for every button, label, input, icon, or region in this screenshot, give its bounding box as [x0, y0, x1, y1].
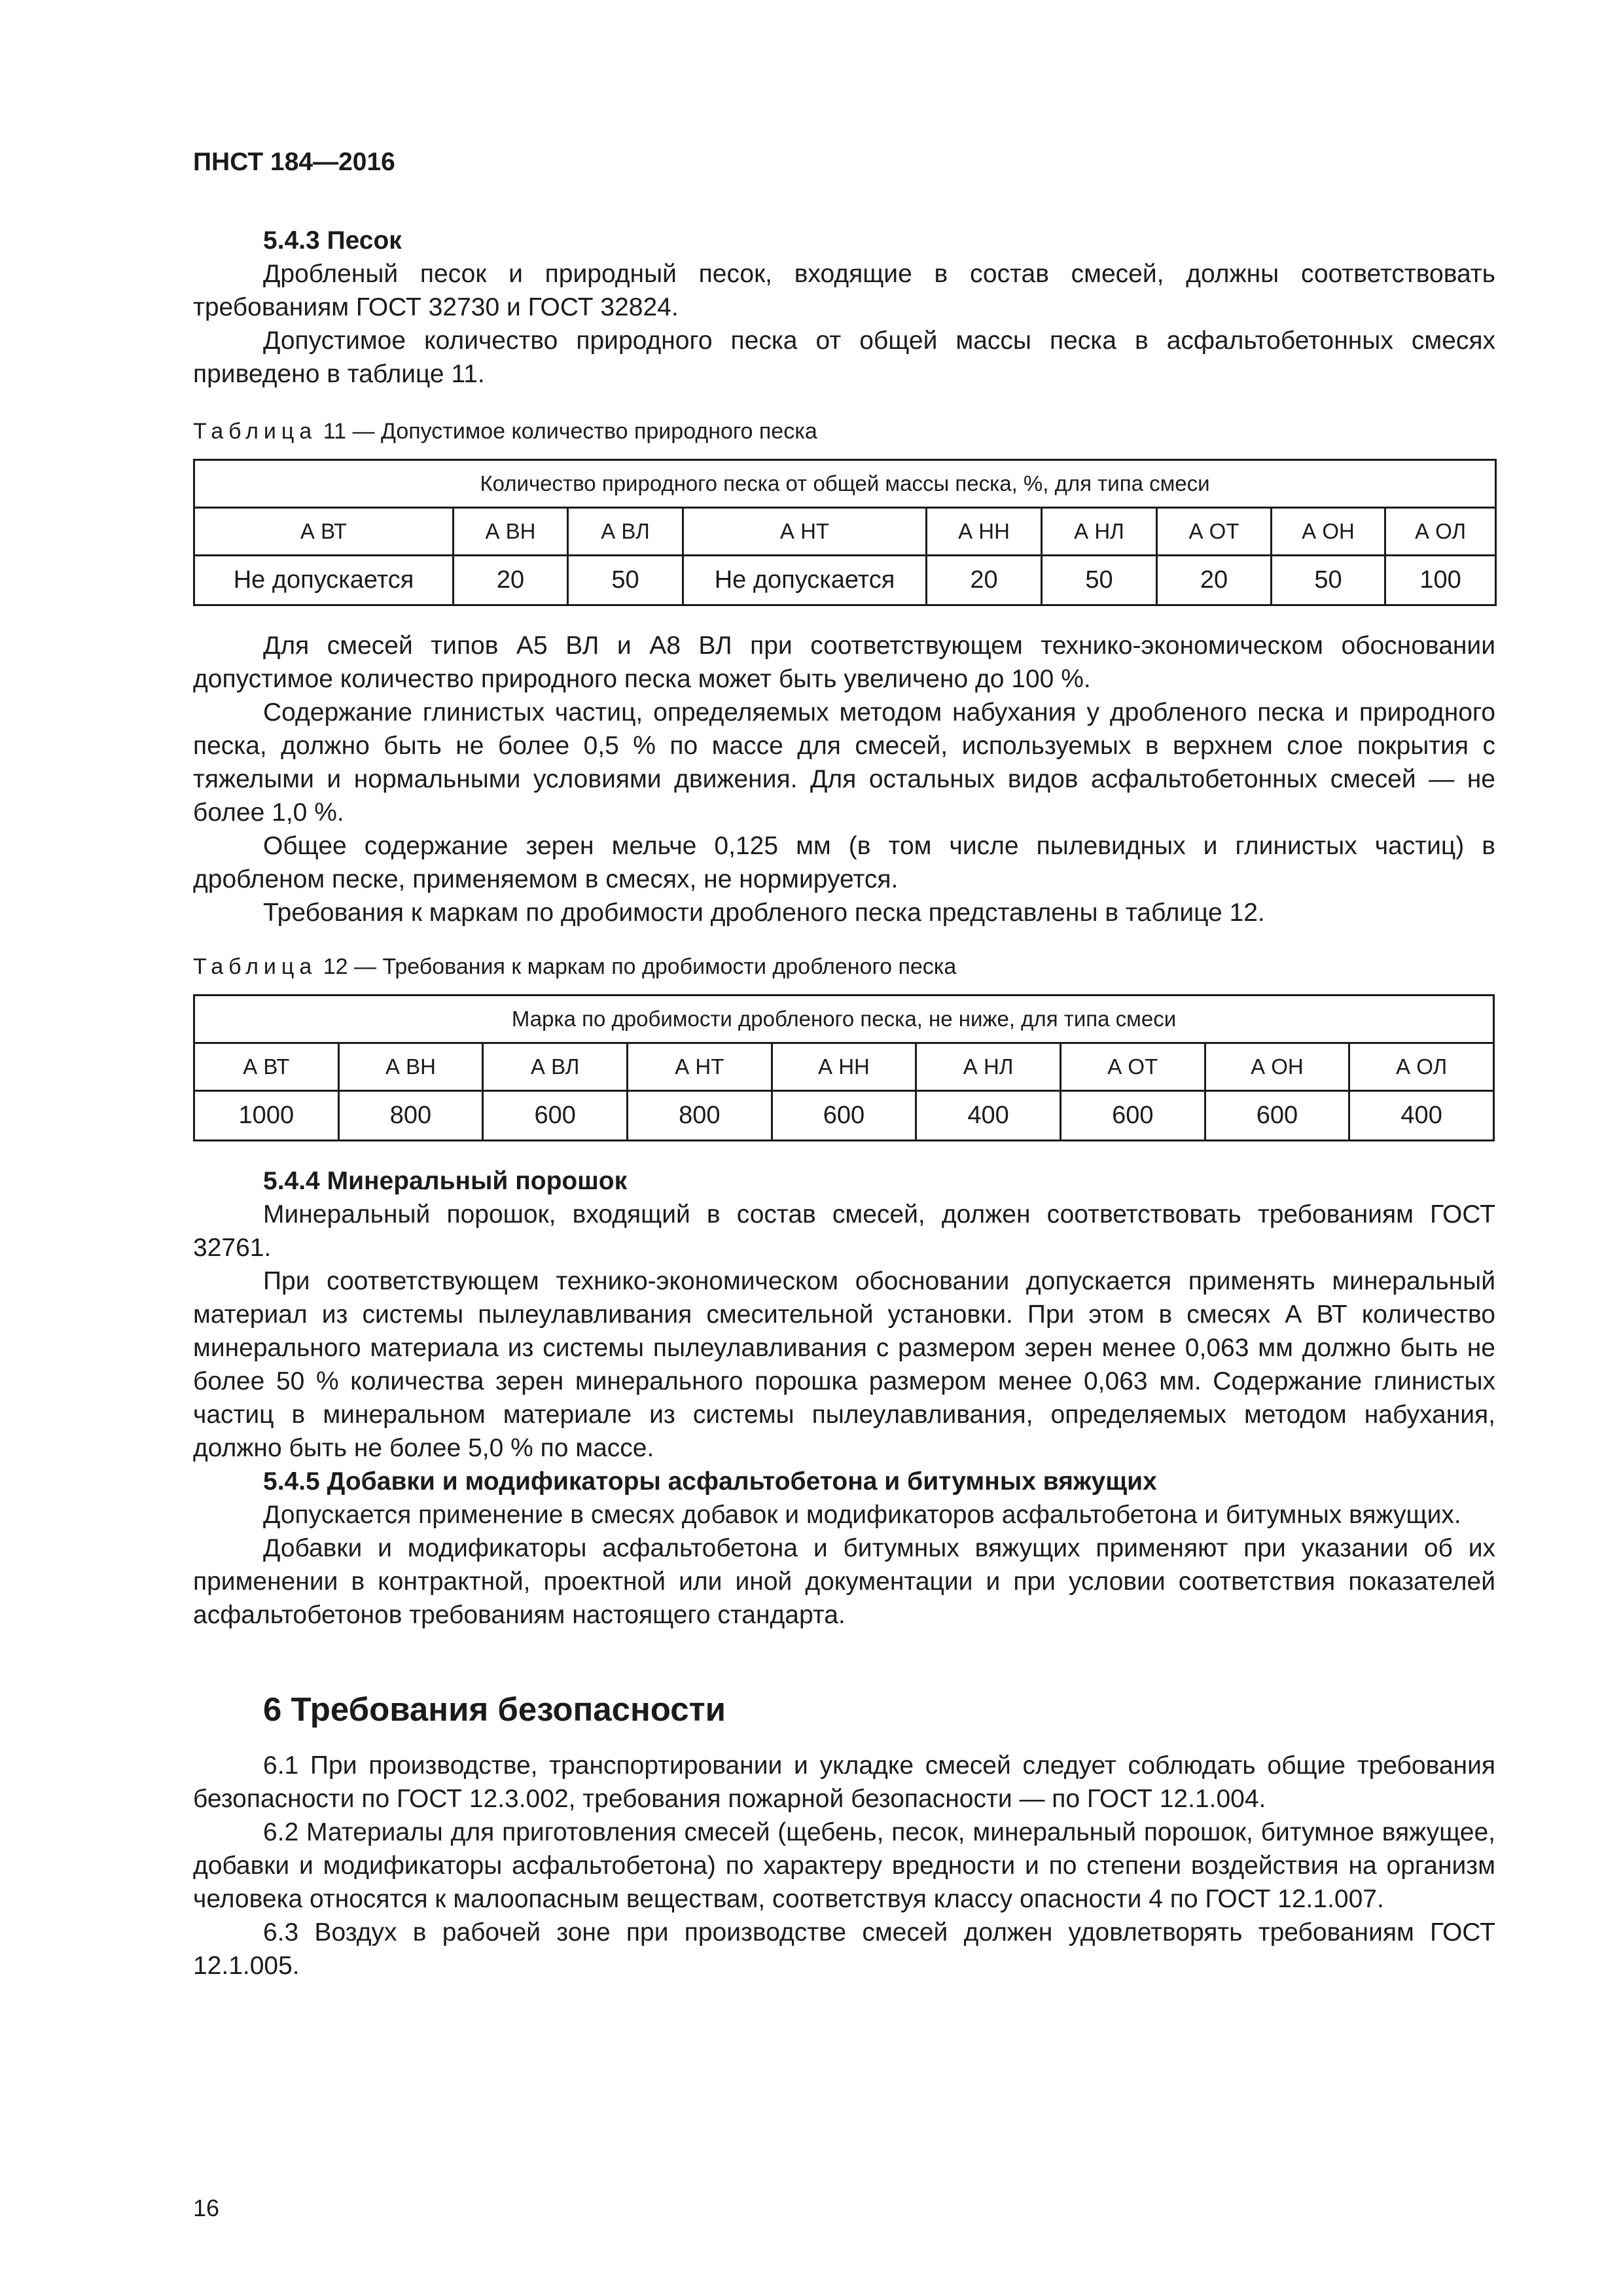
paragraph: Допустимое количество природного песка от общей массы песка в асфальтобетонных смесях приведено в таблице 11.: [193, 327, 1495, 388]
table-11-caption: [193, 419, 817, 444]
paragraph: Дробленый песок и природный песок, входящие в состав смесей, должны соответствовать требованиям ГОСТ 32730 и ГОСТ 32824.: [193, 260, 1495, 321]
section-title: 5.4.5 Добавки и модификаторы асфальтобетона и битумных вяжущих: [263, 1467, 1157, 1496]
section-title: 5.4.3 Песок: [263, 226, 402, 255]
paragraph: Требования к маркам по дробимости дробленого песка представлены в таблице 12.: [263, 899, 1265, 927]
page-number: 16: [193, 2195, 220, 2221]
caption-text: 11 — Допустимое количество природного песка: [317, 419, 817, 444]
value-cell: 600: [1205, 1091, 1349, 1141]
value-cell: 50: [1272, 556, 1385, 605]
value-cell: 400: [1349, 1091, 1494, 1141]
paragraph: Общее содержание зерен мельче 0,125 мм (в том числе пылевидных и глинистых частиц) в дробленом песке, применяемом в смесях, не нормируется.: [193, 832, 1495, 893]
paragraph: Добавки и модификаторы асфальтобетона и битумных вяжущих применяют при указании об их применении в контрактной, проектной или иной документации и при условии соответствия показателей асфальтобетонов требованиям настоящего стандарта.: [193, 1534, 1495, 1629]
paragraph: Содержание глинистых частиц, определяемых методом набухания у дробленого песка и природного песка, должно быть не более 0,5 % по массе для смесей, используемых в верхнем слое покрытия с тяжелыми и нормальными условиями движения. Для остальных видов асфальтобетонных смесей — не более 1,0 %.: [193, 698, 1495, 827]
type-cell: А НЛ: [916, 1043, 1061, 1091]
type-cell: А ВЛ: [568, 508, 683, 556]
type-cell: А ОЛ: [1385, 508, 1496, 556]
type-cell: А ВН: [338, 1043, 483, 1091]
type-cell: А НТ: [683, 508, 927, 556]
value-cell: 20: [927, 556, 1042, 605]
type-cell: А ВТ: [194, 508, 454, 556]
type-cell: А НЛ: [1042, 508, 1157, 556]
paragraph: Допускается применение в смесях добавок и модификаторов асфальтобетона и битумных вяжущих.: [263, 1501, 1461, 1529]
paragraph: 6.1 При производстве, транспортировании и укладке смесей следует соблюдать общие требования безопасности по ГОСТ 12.3.002, требования пожарной безопасности — по ГОСТ 12.1.004.: [193, 1751, 1495, 1813]
value-cell: 1000: [194, 1091, 339, 1141]
value-cell: Не допускается: [194, 556, 454, 605]
section-5-4-3: [193, 224, 1495, 391]
value-cell: 50: [568, 556, 683, 605]
document-header: ПНСТ 184—2016: [193, 148, 395, 176]
type-cell: А ОН: [1272, 508, 1385, 556]
value-cell: 20: [1157, 556, 1272, 605]
value-cell: 100: [1385, 556, 1496, 605]
value-cell: 800: [627, 1091, 772, 1141]
type-cell: А НТ: [627, 1043, 772, 1091]
table-12-caption: [193, 954, 956, 980]
value-cell: 600: [772, 1091, 916, 1141]
type-cell: А ВН: [454, 508, 568, 556]
type-cell: А ОН: [1205, 1043, 1349, 1091]
paragraph: При соответствующем технико-экономическом обосновании допускается применять минеральный материал из системы пылеулавливания смесительной установки. При этом в смесях А ВТ количество минерального материала из системы пылеулавливания с размером зерен менее 0,063 мм должно быть не более 50 % количества зерен минерального порошка размером менее 0,063 мм. Содержание глинистых частиц в минеральном материале из системы пылеулавливания, определяемых методом набухания, должно быть не более 5,0 % по массе.: [193, 1267, 1495, 1462]
table-12: [193, 994, 1495, 1141]
paragraph: Для смесей типов А5 ВЛ и А8 ВЛ при соответствующем технико-экономическом обосновании допустимое количество природного песка может быть увеличено до 100 %.: [193, 632, 1495, 693]
section-title: 5.4.4 Минеральный порошок: [263, 1167, 628, 1195]
type-cell: А ОТ: [1060, 1043, 1205, 1091]
paragraph: Минеральный порошок, входящий в состав смесей, должен соответствовать требованиям ГОСТ 32761.: [193, 1200, 1495, 1262]
paragraph: 6.2 Материалы для приготовления смесей (щебень, песок, минеральный порошок, битумное вяжущее, добавки и модификаторы асфальтобетона) по характеру вредности и по степени воздействия на организм человека относятся к малоопасным веществам, соответствуя классу опасности 4 по ГОСТ 12.1.007.: [193, 1818, 1495, 1913]
value-cell: 20: [454, 556, 568, 605]
value-cell: 400: [916, 1091, 1061, 1141]
caption-text: 12 — Требования к маркам по дробимости дробленого песка: [317, 954, 957, 979]
paragraph: 6.3 Воздух в рабочей зоне при производстве смесей должен удовлетворять требованиям ГОСТ 12.1.005.: [193, 1918, 1495, 1980]
sand-requirements-text: [193, 629, 1495, 929]
caption-word: Таблица: [193, 954, 317, 979]
value-cell: 600: [483, 1091, 628, 1141]
type-cell: А ОТ: [1157, 508, 1272, 556]
table-header: Марка по дробимости дробленого песка, не ниже, для типа смеси: [194, 996, 1494, 1043]
type-cell: А ВЛ: [483, 1043, 628, 1091]
value-cell: 800: [338, 1091, 483, 1141]
type-cell: А НН: [927, 508, 1042, 556]
section-6-title: 6 Требования безопасности: [263, 1691, 726, 1728]
type-cell: А ВТ: [194, 1043, 339, 1091]
section-6-body: [193, 1749, 1495, 1982]
type-cell: А НН: [772, 1043, 916, 1091]
table-header: Количество природного песка от общей массы песка, %, для типа смеси: [194, 460, 1496, 508]
caption-word: Таблица: [193, 419, 317, 444]
type-cell: А ОЛ: [1349, 1043, 1494, 1091]
value-cell: 600: [1060, 1091, 1205, 1141]
table-11: [193, 459, 1497, 606]
section-5-4-4: [193, 1164, 1495, 1632]
value-cell: 50: [1042, 556, 1157, 605]
value-cell: Не допускается: [683, 556, 927, 605]
